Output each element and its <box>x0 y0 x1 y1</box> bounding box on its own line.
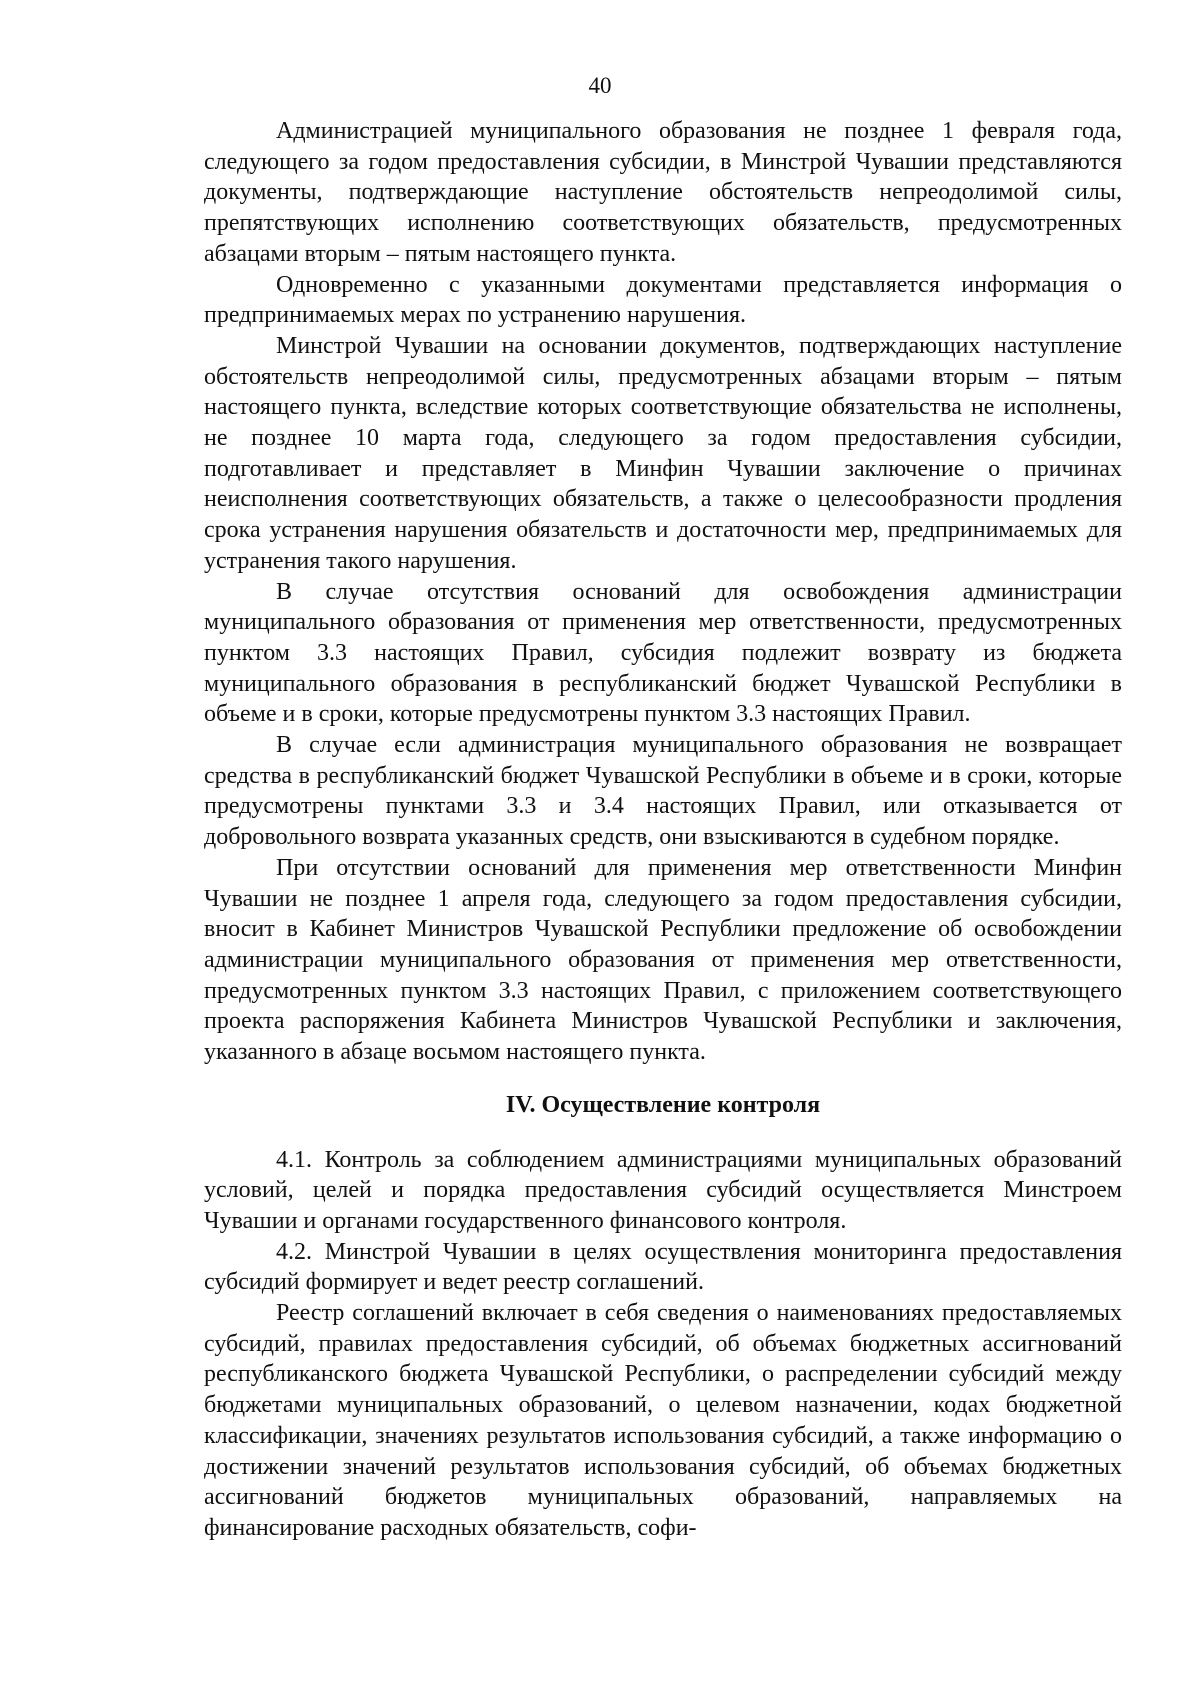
document-body <box>204 116 1122 1544</box>
paragraph: Одновременно с указанными документами представляется информация о предпринимаемых мерах по устранению нарушения. <box>204 271 1122 329</box>
paragraph: В случае если администрация муниципального образования не возвращает средства в республиканский бюджет Чувашской Республики в объеме и в сроки, которые предусмотрены пунктами 3.3 и 3.4 настоящих Правил, или отказывается от добровольного возврата указанных средств, они взыскиваются в судебном порядке. <box>204 732 1122 851</box>
paragraph: В случае отсутствия оснований для освобождения администрации муниципального образования от применения мер ответственности, предусмотренных пунктом 3.3 настоящих Правил, субсидия подлежит возврату из бюджета муниципального образования в республиканский бюджет Чувашской Республики в объеме и в сроки, которые предусмотрены пунктом 3.3 настоящих Правил. <box>204 578 1122 728</box>
paragraph: Реестр соглашений включает в себя сведения о наименованиях предоставляемых субсидий, правилах предоставления субсидий, об объемах бюджетных ассигнований республиканского бюджета Чувашской Республики, о распределении субсидий между бюджетами муниципальных образований, о целевом назначении, кодах бюджетной классификации, значениях результатов использования субсидий, а также информацию о достижении значений результатов использования субсидий, об объемах бюджетных ассигнований бюджетов муниципальных образований, направляемых на финансирование расходных обязательств, софи- <box>204 1300 1122 1541</box>
paragraph: 4.2. Минстрой Чувашии в целях осуществления мониторинга предоставления субсидий формирует и ведет реестр соглашений. <box>204 1238 1122 1296</box>
paragraph: Минстрой Чувашии на основании документов, подтверждающих наступление обстоятельств непреодолимой силы, предусмотренных абзацами вторым – пятым настоящего пункта, вследствие которых соответствующие обязательства не исполнены, не позднее 10 марта года, следующего за годом предоставления субсидии, подготавливает и представляет в Минфин Чувашии заключение о причинах неисполнения соответствующих обязательств, а также о целесообразности продления срока устранения нарушения обязательств и достаточности мер, предпринимаемых для устранения такого нарушения. <box>204 332 1122 574</box>
section-heading: IV. Осуществление контроля <box>505 1091 821 1118</box>
paragraph: При отсутствии оснований для применения мер ответственности Минфин Чувашии не позднее 1 апреля года, следующего за годом предоставления субсидии, вносит в Кабинет Министров Чувашской Республики предложение об освобождении администрации муниципального образования от применения мер ответственности, предусмотренных пунктом 3.3 настоящих Правил, с приложением соответствующего проекта распоряжения Кабинета Министров Чувашской Республики и заключения, указанного в абзаце восьмом настоящего пункта. <box>204 854 1122 1066</box>
page-number: 40 <box>588 73 612 98</box>
paragraph: 4.1. Контроль за соблюдением администрациями муниципальных образований условий, целей и порядка предоставления субсидий осуществляется Минстроем Чувашии и органами государственного финансового контроля. <box>204 1146 1122 1234</box>
paragraph: Администрацией муниципального образования не позднее 1 февраля года, следующего за годом предоставления субсидии, в Минстрой Чувашии представляются документы, подтверждающие наступление обстоятельств непреодолимой силы, препятствующих исполнению соответствующих обязательств, предусмотренных абзацами вторым – пятым настоящего пункта. <box>204 118 1122 267</box>
